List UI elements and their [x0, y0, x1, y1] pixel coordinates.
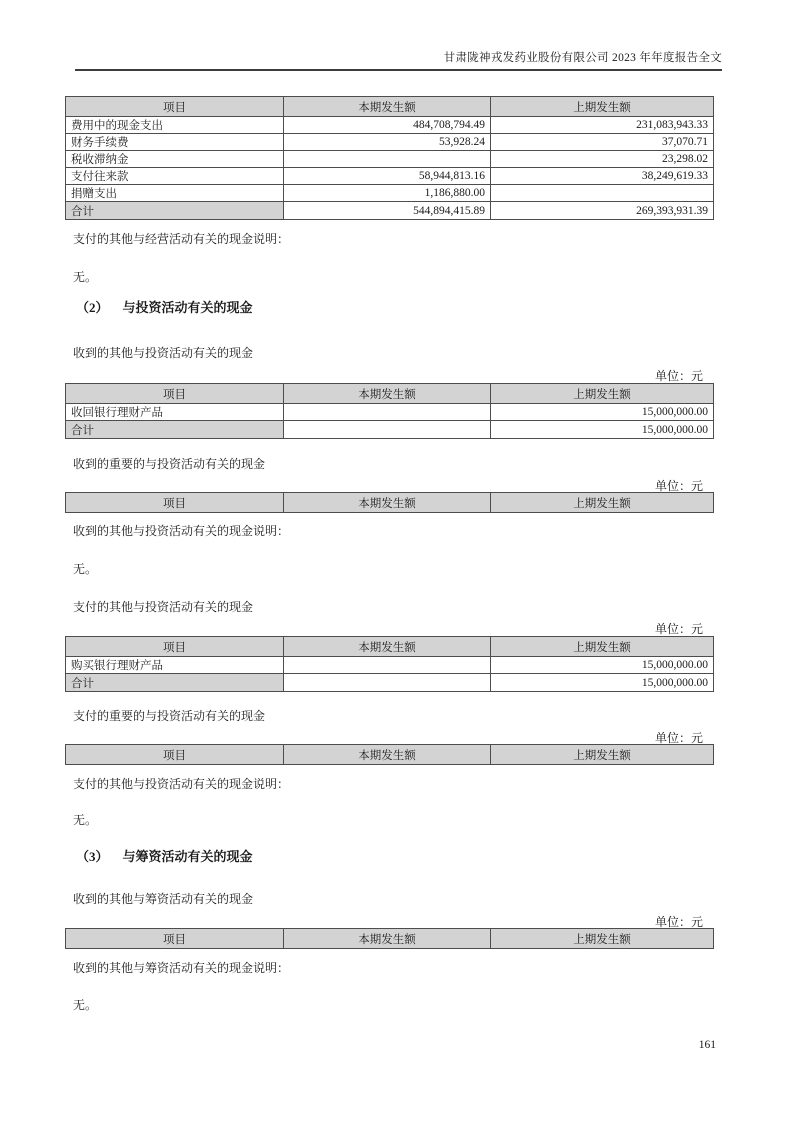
section-2-number: （2）: [76, 300, 109, 315]
row-prior-value: 23,298.02: [491, 151, 714, 168]
page-number: 161: [698, 1039, 716, 1051]
unit-label: 单位：元: [654, 731, 703, 745]
column-header-prior: 上期发生额: [491, 97, 714, 117]
unit-label: 单位：元: [654, 622, 703, 636]
column-header-prior: 上期发生额: [491, 745, 714, 765]
table-row: [66, 657, 714, 674]
header-rule: [75, 69, 722, 71]
table-header-row: [66, 929, 714, 949]
column-header-current: 本期发生额: [284, 929, 491, 949]
row-current-value: [284, 657, 491, 674]
none-text: 无。: [73, 562, 98, 576]
table-total-row: [66, 674, 714, 692]
column-header-prior: 上期发生额: [491, 493, 714, 513]
total-current-value: [284, 421, 491, 439]
column-header-prior: 上期发生额: [491, 929, 714, 949]
unit-label: 单位：元: [654, 479, 703, 493]
row-prior-value: 15,000,000.00: [491, 657, 714, 674]
finance-received-note-label: 收到的其他与筹资活动有关的现金说明：: [73, 961, 290, 975]
invest-paid-other-label: 支付的其他与投资活动有关的现金: [73, 600, 254, 614]
row-item-label: 收回银行理财产品: [66, 404, 284, 421]
invest-received-other-label: 收到的其他与投资活动有关的现金: [73, 346, 254, 360]
total-prior-value: 15,000,000.00: [491, 674, 714, 692]
row-item-label: 财务手续费: [66, 134, 284, 151]
column-header-item: 项目: [66, 929, 284, 949]
total-row-label: 合计: [66, 202, 284, 220]
column-header-item: 项目: [66, 637, 284, 657]
table-row: [66, 117, 714, 134]
operating-note-label: 支付的其他与经营活动有关的现金说明：: [73, 232, 290, 246]
unit-label: 单位：元: [654, 915, 703, 929]
column-header-current: 本期发生额: [284, 97, 491, 117]
finance-received-other-table: [65, 928, 714, 949]
row-item-label: 税收滞纳金: [66, 151, 284, 168]
invest-paid-major-table: [65, 744, 714, 765]
table-total-row: [66, 202, 714, 220]
invest-received-major-table: [65, 492, 714, 513]
row-prior-value: 231,083,943.33: [491, 117, 714, 134]
row-current-value: 484,708,794.49: [284, 117, 491, 134]
row-current-value: 58,944,813.16: [284, 168, 491, 185]
column-header-item: 项目: [66, 384, 284, 404]
table-header-row: [66, 745, 714, 765]
column-header-item: 项目: [66, 97, 284, 117]
table-row: [66, 168, 714, 185]
invest-received-major-label: 收到的重要的与投资活动有关的现金: [73, 457, 266, 471]
column-header-item: 项目: [66, 493, 284, 513]
row-prior-value: 37,070.71: [491, 134, 714, 151]
report-header-title: 甘肃陇神戎发药业股份有限公司 2023 年年度报告全文: [443, 52, 722, 64]
row-current-value: [284, 404, 491, 421]
row-current-value: 53,928.24: [284, 134, 491, 151]
table-header-row: [66, 384, 714, 404]
total-current-value: [284, 674, 491, 692]
section-2-heading: [76, 297, 253, 316]
none-text: 无。: [73, 998, 98, 1012]
table-header-row: [66, 637, 714, 657]
section-3-heading: [76, 846, 253, 865]
section-2-title: 与投资活动有关的现金: [122, 300, 253, 315]
total-current-value: 544,894,415.89: [284, 202, 491, 220]
column-header-prior: 上期发生额: [491, 384, 714, 404]
column-header-current: 本期发生额: [284, 745, 491, 765]
table-row: [66, 404, 714, 421]
invest-paid-major-label: 支付的重要的与投资活动有关的现金: [73, 709, 266, 723]
table-total-row: [66, 421, 714, 439]
none-text: 无。: [73, 813, 98, 827]
invest-paid-note-label: 支付的其他与投资活动有关的现金说明：: [73, 777, 290, 791]
invest-received-note-label: 收到的其他与投资活动有关的现金说明：: [73, 524, 290, 538]
section-3-title: 与筹资活动有关的现金: [122, 849, 253, 864]
row-current-value: [284, 151, 491, 168]
row-item-label: 费用中的现金支出: [66, 117, 284, 134]
table-header-row: [66, 493, 714, 513]
column-header-item: 项目: [66, 745, 284, 765]
row-current-value: 1,186,880.00: [284, 185, 491, 202]
column-header-current: 本期发生额: [284, 637, 491, 657]
total-row-label: 合计: [66, 674, 284, 692]
column-header-current: 本期发生额: [284, 493, 491, 513]
table-row: [66, 134, 714, 151]
table-header-row: [66, 97, 714, 117]
table-row: [66, 151, 714, 168]
row-item-label: 支付往来款: [66, 168, 284, 185]
row-item-label: 购买银行理财产品: [66, 657, 284, 674]
unit-label: 单位：元: [654, 369, 703, 383]
column-header-current: 本期发生额: [284, 384, 491, 404]
section-3-number: （3）: [76, 849, 109, 864]
finance-received-other-label: 收到的其他与筹资活动有关的现金: [73, 892, 254, 906]
total-prior-value: 269,393,931.39: [491, 202, 714, 220]
column-header-prior: 上期发生额: [491, 637, 714, 657]
row-prior-value: [491, 185, 714, 202]
invest-paid-other-table: [65, 636, 714, 692]
table-row: [66, 185, 714, 202]
row-prior-value: 38,249,619.33: [491, 168, 714, 185]
total-row-label: 合计: [66, 421, 284, 439]
row-prior-value: 15,000,000.00: [491, 404, 714, 421]
operating-cash-paid-table: [65, 96, 714, 220]
none-text: 无。: [73, 270, 98, 284]
total-prior-value: 15,000,000.00: [491, 421, 714, 439]
invest-received-other-table: [65, 383, 714, 439]
row-item-label: 捐赠支出: [66, 185, 284, 202]
